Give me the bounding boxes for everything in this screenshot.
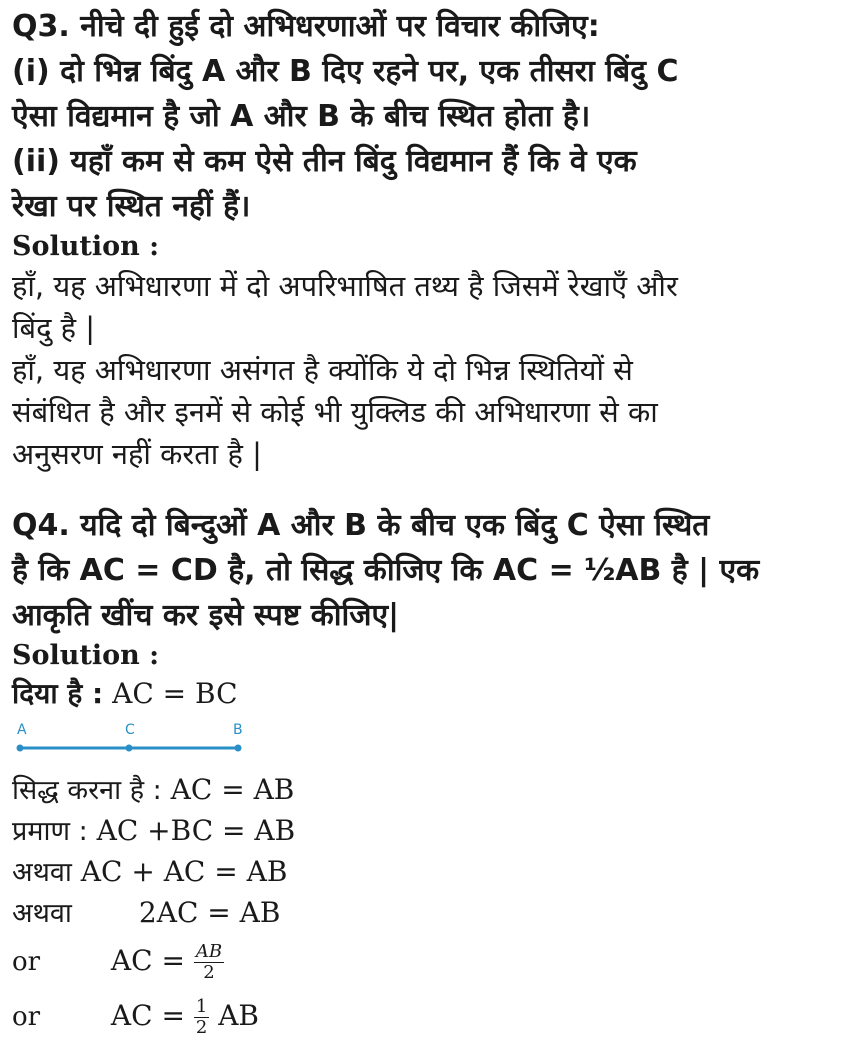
question-4-line-3: आकृति खींच कर इसे स्पष्ट कीजिए| bbox=[12, 598, 400, 633]
question-3-line-3: ऐसा विद्यमान है जो A और B के बीच स्थित होता है। bbox=[12, 99, 591, 134]
point-a bbox=[17, 745, 24, 752]
step-2-label: अथवा bbox=[12, 857, 72, 888]
question-3-line-5: रेखा पर स्थित नहीं हैं। bbox=[12, 189, 251, 224]
step-4-lhs: AC = bbox=[110, 944, 185, 977]
step-2-value: AC + AC = AB bbox=[80, 855, 288, 888]
solution-heading-q4: Solution : bbox=[12, 640, 160, 671]
step-3-label: अथवा bbox=[12, 898, 72, 929]
proof-line bbox=[12, 811, 834, 852]
solution-heading-q3: Solution : bbox=[12, 231, 160, 262]
step-4-label: or bbox=[12, 947, 41, 977]
question-3-line-2: (i) दो भिन्न बिंदु A और B दिए रहने पर, एक तीसरा बिंदु C bbox=[12, 54, 679, 89]
solution-page bbox=[12, 4, 834, 1044]
line-segment-figure bbox=[12, 718, 252, 764]
point-label-b: B bbox=[233, 722, 243, 738]
answer-3-line-4: संबंधित है और इनमें से कोई भी युक्लिड की अभिधारणा से का bbox=[12, 395, 658, 429]
step-4-numerator: AB bbox=[195, 941, 223, 962]
step-5-label: or bbox=[12, 1002, 41, 1032]
given-line bbox=[12, 674, 834, 714]
question-3 bbox=[12, 4, 834, 229]
step-5-rhs: AB bbox=[218, 999, 259, 1032]
step-5-denominator: 2 bbox=[195, 1017, 208, 1038]
answer-3-line-3: हाँ, यह अभिधारणा असंगत है क्योंकि ये दो भिन्न स्थितियों से bbox=[12, 353, 633, 387]
step-4-denominator: 2 bbox=[203, 962, 215, 983]
step-2-line bbox=[12, 852, 834, 893]
question-3-line-4: (ii) यहाँ कम से कम ऐसे तीन बिंदु विद्यमान हैं कि वे एक bbox=[12, 144, 637, 179]
step-4-fraction bbox=[194, 942, 224, 983]
question-4 bbox=[12, 503, 834, 638]
step-5-line bbox=[12, 989, 834, 1044]
question-3-line-1: Q3. नीचे दी हुई दो अभिधरणाओं पर विचार कीजिए: bbox=[12, 9, 600, 44]
proof-label: प्रमाण : bbox=[12, 816, 88, 847]
question-4-line-2: है कि AC = CD है, तो सिद्ध कीजिए कि AC = ½AB है | एक bbox=[12, 553, 760, 588]
point-label-c: C bbox=[125, 722, 135, 738]
step-3-value: 2AC = AB bbox=[138, 896, 281, 929]
answer-3 bbox=[12, 265, 834, 475]
to-prove-value: AC = AB bbox=[170, 773, 295, 806]
point-b bbox=[235, 745, 242, 752]
to-prove-label: सिद्ध करना है : bbox=[12, 775, 162, 806]
answer-3-line-5: अनुसरण नहीं करता है | bbox=[12, 437, 262, 471]
point-c bbox=[126, 745, 133, 752]
step-5-lhs: AC = bbox=[110, 999, 185, 1032]
given-label: दिया है : bbox=[12, 677, 104, 710]
point-label-a: A bbox=[17, 722, 27, 738]
step-5-numerator: 1 bbox=[195, 996, 208, 1017]
question-4-line-1: Q4. यदि दो बिन्दुओं A और B के बीच एक बिंदु C ऐसा स्थित bbox=[12, 508, 710, 543]
proof-value: AC +BC = AB bbox=[96, 814, 296, 847]
answer-3-line-1: हाँ, यह अभिधारणा में दो अपरिभाषित तथ्य है जिसमें रेखाएँ और bbox=[12, 269, 678, 303]
given-value: AC = BC bbox=[112, 677, 238, 710]
step-4-line bbox=[12, 934, 834, 989]
section-gap bbox=[12, 475, 834, 503]
step-5-fraction bbox=[194, 997, 209, 1038]
to-prove-line bbox=[12, 770, 834, 811]
answer-3-line-2: बिंदु है | bbox=[12, 311, 96, 345]
step-3-line bbox=[12, 893, 834, 934]
line-segment-svg bbox=[12, 718, 252, 764]
